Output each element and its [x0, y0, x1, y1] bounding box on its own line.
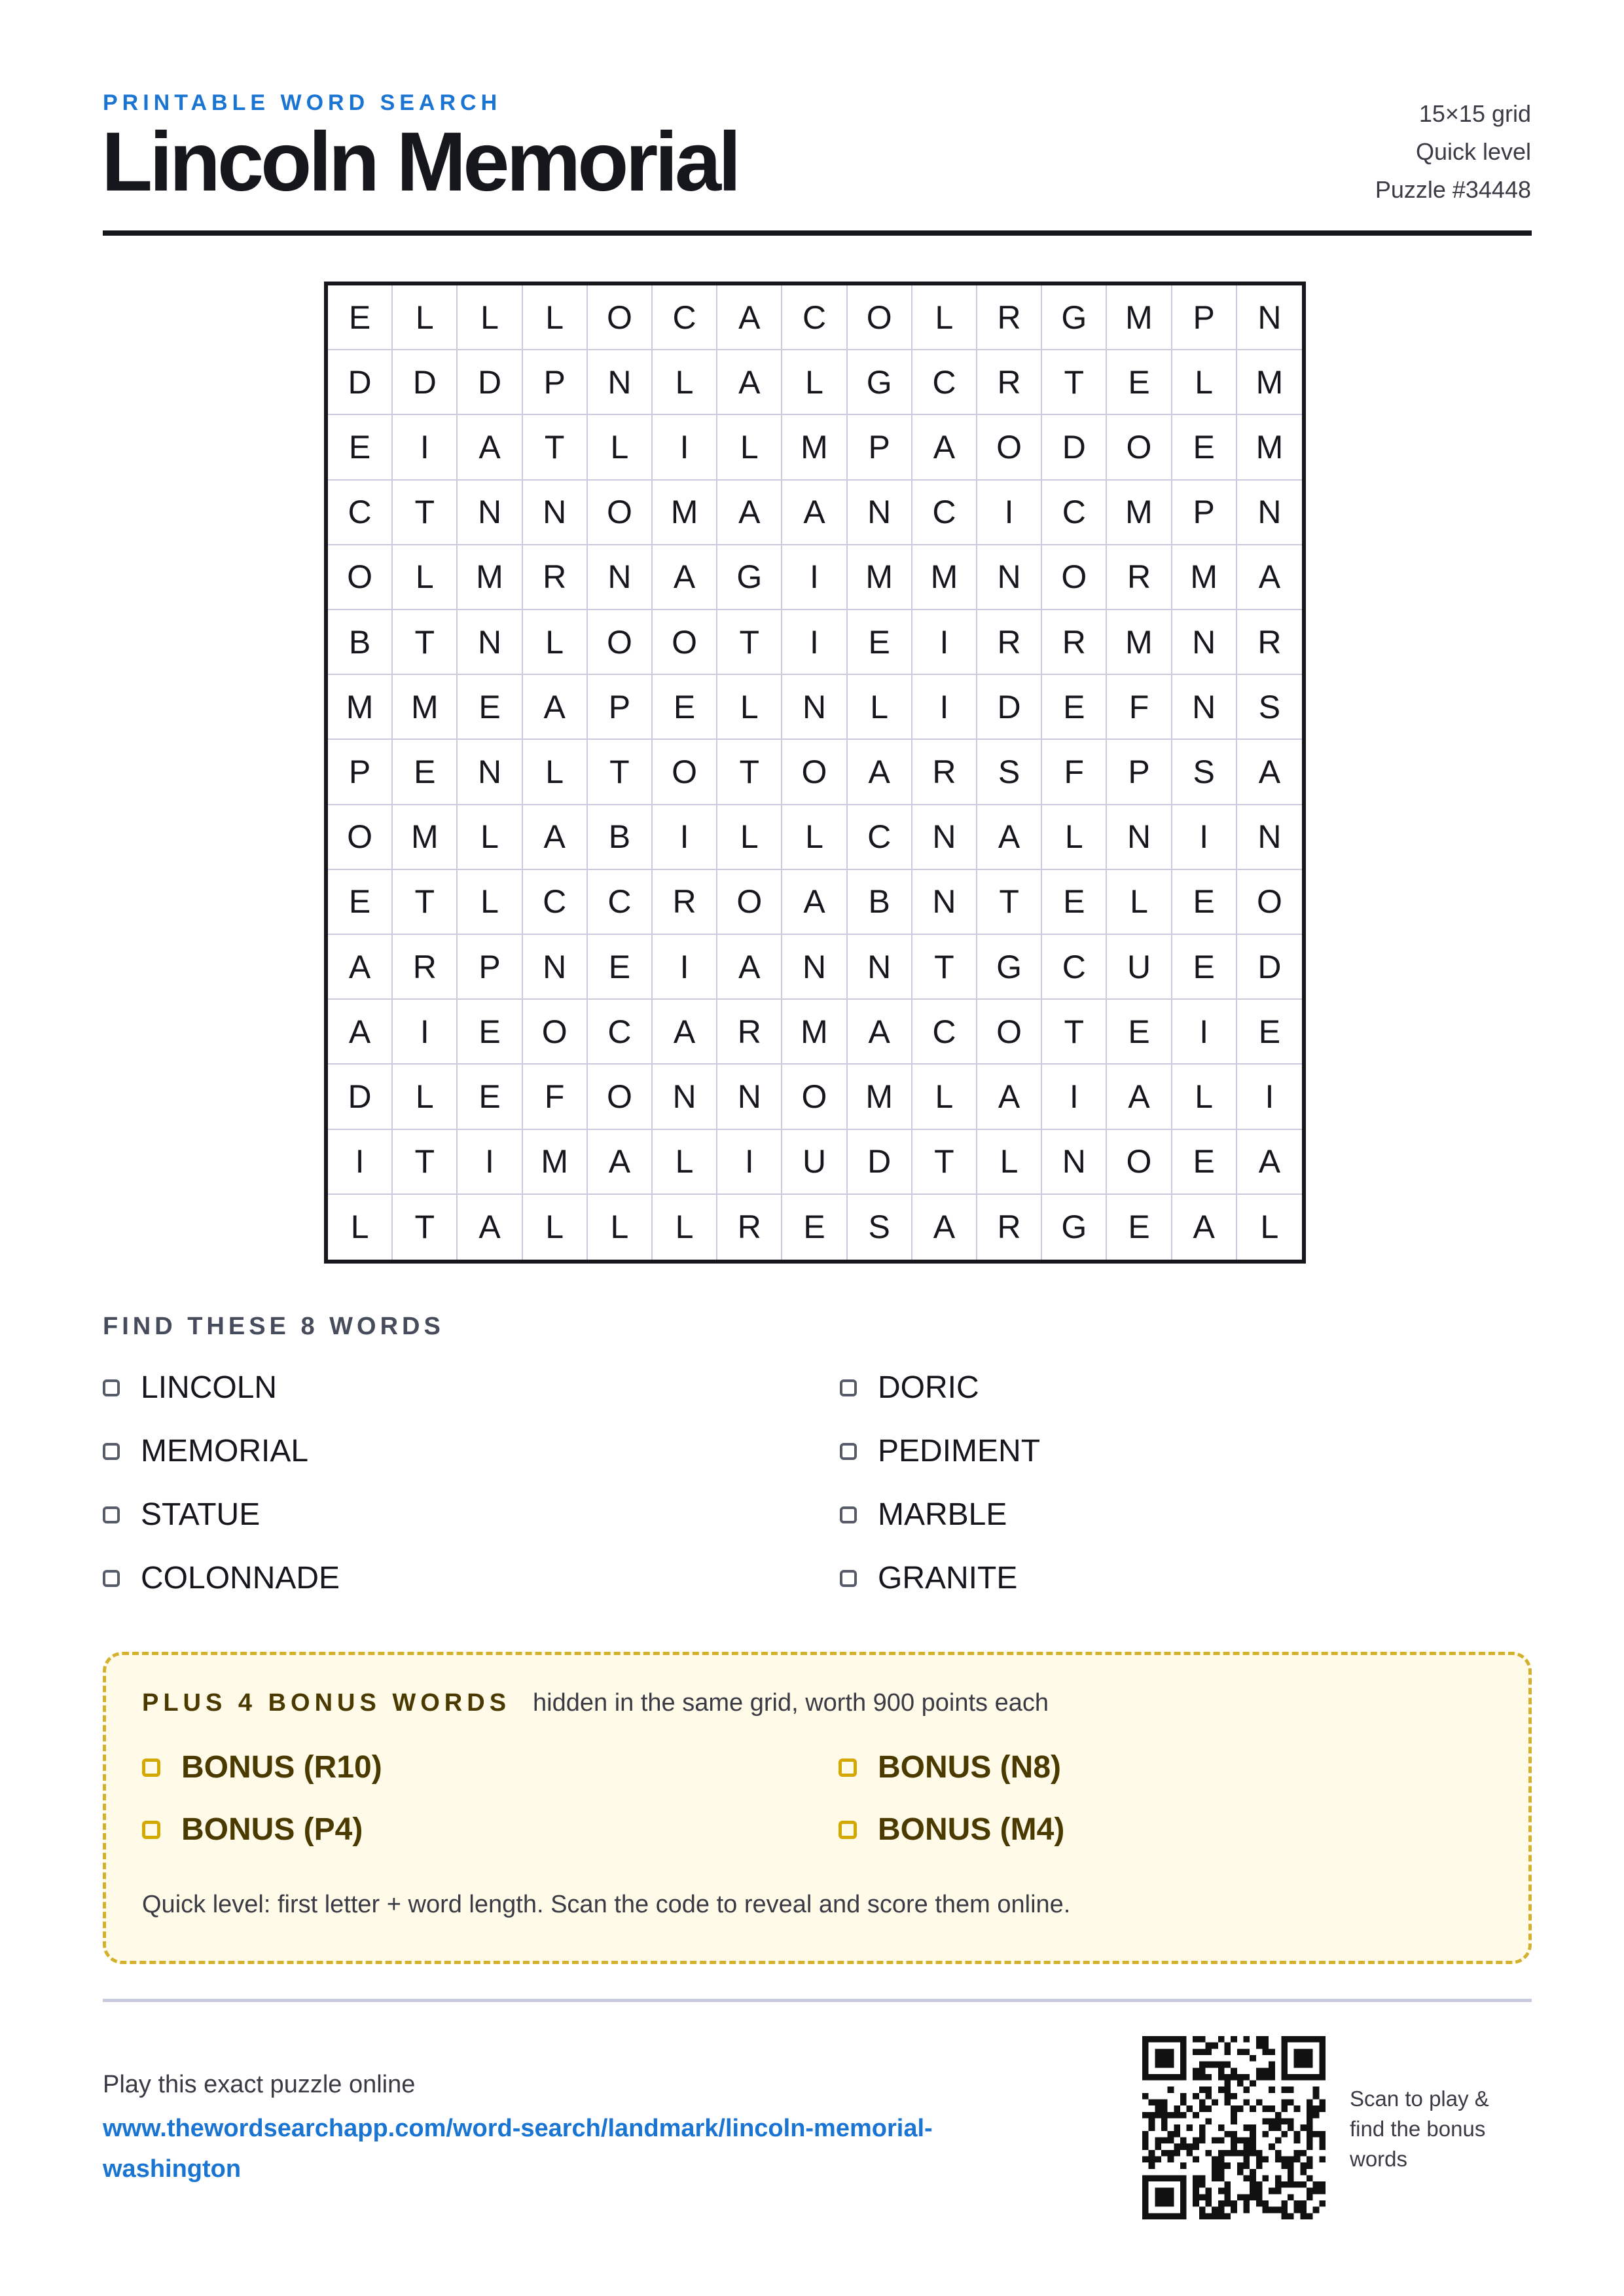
eyebrow-label: PRINTABLE WORD SEARCH: [103, 90, 502, 115]
grid-cell[interactable]: M: [1172, 545, 1237, 610]
grid-cell[interactable]: E: [653, 675, 717, 740]
grid-cell[interactable]: O: [977, 1000, 1042, 1065]
grid-cell[interactable]: O: [1107, 1130, 1172, 1195]
checkbox-icon[interactable]: [840, 1570, 857, 1587]
grid-cell[interactable]: O: [523, 1000, 588, 1065]
grid-cell[interactable]: C: [848, 805, 912, 870]
grid-cell[interactable]: T: [717, 610, 782, 675]
word-list-item[interactable]: [103, 1370, 277, 1406]
grid-cell[interactable]: A: [1237, 740, 1302, 805]
qr-caption: Scan to play & find the bonus words: [1350, 2086, 1489, 2171]
grid-cell[interactable]: M: [912, 545, 977, 610]
grid-cell[interactable]: D: [977, 675, 1042, 740]
word-label: GRANITE: [878, 1561, 1018, 1595]
checkbox-icon[interactable]: [103, 1443, 120, 1460]
grid-cell[interactable]: P: [1172, 285, 1237, 350]
grid-cell[interactable]: N: [848, 935, 912, 1000]
grid-cell[interactable]: I: [782, 545, 847, 610]
bonus-checkbox-icon[interactable]: [142, 1821, 160, 1839]
grid-cell[interactable]: E: [328, 415, 393, 480]
grid-cell[interactable]: A: [523, 675, 588, 740]
grid-cell[interactable]: E: [1042, 675, 1107, 740]
grid-cell[interactable]: E: [1172, 870, 1237, 935]
word-label: COLONNADE: [141, 1561, 340, 1595]
grid-cell[interactable]: L: [588, 1195, 653, 1260]
grid-cell[interactable]: T: [1042, 1000, 1107, 1065]
grid-cell[interactable]: M: [848, 545, 912, 610]
grid-cell[interactable]: C: [328, 481, 393, 545]
grid-cell[interactable]: L: [1172, 1065, 1237, 1129]
grid-cell[interactable]: P: [1172, 481, 1237, 545]
grid-cell[interactable]: O: [588, 1065, 653, 1129]
grid-cell[interactable]: A: [717, 481, 782, 545]
grid-cell[interactable]: A: [1237, 1130, 1302, 1195]
grid-cell[interactable]: L: [717, 415, 782, 480]
grid-cell[interactable]: E: [588, 935, 653, 1000]
grid-cell[interactable]: C: [912, 1000, 977, 1065]
grid-cell[interactable]: E: [1172, 1130, 1237, 1195]
header-divider: [103, 230, 1532, 236]
grid-cell[interactable]: E: [1107, 1195, 1172, 1260]
grid-cell[interactable]: E: [1107, 1000, 1172, 1065]
grid-cell[interactable]: B: [848, 870, 912, 935]
grid-cell[interactable]: L: [458, 285, 522, 350]
grid-cell[interactable]: P: [1107, 740, 1172, 805]
grid-cell[interactable]: M: [1107, 481, 1172, 545]
grid-cell[interactable]: N: [458, 610, 522, 675]
grid-cell[interactable]: L: [1260, 1209, 1279, 1246]
grid-cell[interactable]: C: [912, 481, 977, 545]
grid-cell[interactable]: A: [912, 1195, 977, 1260]
grid-cell[interactable]: T: [393, 610, 458, 675]
grid-cell[interactable]: M: [782, 1000, 847, 1065]
grid-cell[interactable]: E: [458, 1065, 522, 1129]
grid-cell[interactable]: E: [1172, 415, 1237, 480]
bonus-word-item[interactable]: [839, 1749, 1061, 1785]
qr-code[interactable]: [1142, 2036, 1326, 2219]
grid-cell[interactable]: E: [1172, 935, 1237, 1000]
grid-cell[interactable]: L: [328, 1195, 393, 1260]
grid-cell[interactable]: M: [1107, 610, 1172, 675]
grid-cell[interactable]: O: [588, 285, 653, 350]
grid-cell[interactable]: C: [523, 870, 588, 935]
grid-cell[interactable]: P: [588, 675, 653, 740]
grid-cell[interactable]: I: [393, 1000, 458, 1065]
grid-cell[interactable]: S: [977, 740, 1042, 805]
grid-cell[interactable]: C: [653, 285, 717, 350]
bonus-checkbox-icon[interactable]: [839, 1758, 857, 1777]
grid-cell[interactable]: N: [848, 481, 912, 545]
word-list-item[interactable]: [840, 1560, 1017, 1596]
grid-cell[interactable]: T: [912, 1130, 977, 1195]
grid-cell[interactable]: N: [458, 481, 522, 545]
grid-cell[interactable]: O: [588, 610, 653, 675]
grid-cell[interactable]: A: [588, 1130, 653, 1195]
checkbox-icon[interactable]: [840, 1506, 857, 1523]
grid-cell[interactable]: F: [1107, 675, 1172, 740]
grid-cell[interactable]: A: [458, 415, 522, 480]
word-list-item[interactable]: [103, 1560, 340, 1596]
checkbox-icon[interactable]: [103, 1570, 120, 1587]
grid-cell[interactable]: I: [653, 935, 717, 1000]
grid-cell[interactable]: T: [717, 740, 782, 805]
grid-cell[interactable]: A: [782, 870, 847, 935]
grid-cell[interactable]: A: [1107, 1065, 1172, 1129]
grid-cell[interactable]: I: [653, 805, 717, 870]
grid-cell[interactable]: P: [328, 740, 393, 805]
grid-cell[interactable]: N: [782, 935, 847, 1000]
grid-cell[interactable]: S: [848, 1195, 912, 1260]
grid-cell[interactable]: F: [1042, 740, 1107, 805]
grid-cell[interactable]: N: [912, 805, 977, 870]
grid-cell[interactable]: T: [1042, 350, 1107, 415]
grid-cell[interactable]: I: [717, 1130, 782, 1195]
grid-cell[interactable]: O: [588, 481, 653, 545]
grid-cell[interactable]: A: [977, 805, 1042, 870]
grid-cell[interactable]: G: [1042, 285, 1107, 350]
grid-cell[interactable]: A: [848, 1000, 912, 1065]
grid-cell[interactable]: L: [523, 740, 588, 805]
grid-cell[interactable]: M: [848, 1065, 912, 1129]
grid-cell[interactable]: T: [393, 1195, 458, 1260]
grid-cell[interactable]: G: [717, 545, 782, 610]
grid-cell[interactable]: I: [393, 415, 458, 480]
grid-cell[interactable]: L: [977, 1130, 1042, 1195]
grid-cell[interactable]: L: [393, 545, 458, 610]
grid-cell[interactable]: L: [1042, 805, 1107, 870]
word-list-item[interactable]: [840, 1497, 1007, 1533]
grid-cell[interactable]: A: [717, 935, 782, 1000]
grid-cell[interactable]: A: [328, 935, 393, 1000]
grid-cell[interactable]: M: [1237, 350, 1302, 415]
grid-cell[interactable]: N: [1172, 675, 1237, 740]
grid-cell[interactable]: N: [1107, 805, 1172, 870]
page-title: Lincoln Memorial: [101, 115, 738, 209]
grid-cell[interactable]: S: [1237, 675, 1302, 740]
grid-cell[interactable]: A: [782, 481, 847, 545]
grid-cell[interactable]: I: [1172, 805, 1237, 870]
grid-cell[interactable]: C: [912, 350, 977, 415]
grid-cell[interactable]: A: [653, 1000, 717, 1065]
grid-cell[interactable]: C: [588, 1000, 653, 1065]
grid-cell[interactable]: M: [1107, 285, 1172, 350]
grid-cell[interactable]: A: [977, 1065, 1042, 1129]
grid-cell[interactable]: I: [912, 675, 977, 740]
grid-cell[interactable]: L: [1107, 870, 1172, 935]
grid-cell[interactable]: B: [588, 805, 653, 870]
grid-cell[interactable]: T: [393, 870, 458, 935]
puzzle-url-link[interactable]: www.thewordsearchapp.com/word-search/landmark/lincoln-memorial-washington: [103, 2115, 933, 2183]
grid-cell[interactable]: N: [1237, 285, 1302, 350]
grid-cell[interactable]: C: [588, 870, 653, 935]
grid-cell[interactable]: M: [1237, 415, 1302, 480]
grid-cell[interactable]: E: [782, 1195, 847, 1260]
grid-cell[interactable]: M: [653, 481, 717, 545]
grid-cell[interactable]: F: [523, 1065, 588, 1129]
bonus-checkbox-icon[interactable]: [142, 1758, 160, 1777]
grid-cell[interactable]: T: [977, 870, 1042, 935]
grid-cell[interactable]: L: [717, 805, 782, 870]
grid-cell[interactable]: I: [1172, 1000, 1237, 1065]
grid-cell[interactable]: R: [1237, 610, 1302, 675]
grid-cell[interactable]: P: [458, 935, 522, 1000]
grid-cell[interactable]: O: [653, 610, 717, 675]
grid-cell[interactable]: D: [328, 350, 393, 415]
grid-cell[interactable]: D: [393, 350, 458, 415]
grid-cell[interactable]: R: [717, 1195, 782, 1260]
grid-cell[interactable]: L: [653, 1195, 717, 1260]
grid-cell[interactable]: U: [782, 1130, 847, 1195]
grid-cell[interactable]: A: [523, 805, 588, 870]
grid-cell[interactable]: N: [782, 675, 847, 740]
grid-cell[interactable]: D: [848, 1130, 912, 1195]
grid-cell[interactable]: I: [653, 415, 717, 480]
puzzle-id-text: Puzzle #34448: [1375, 176, 1531, 203]
puzzle-meta: [1375, 95, 1531, 209]
grid-cell[interactable]: E: [458, 1000, 522, 1065]
grid-cell[interactable]: C: [1042, 481, 1107, 545]
grid-cell[interactable]: O: [782, 1065, 847, 1129]
grid-cell[interactable]: N: [912, 870, 977, 935]
grid-cell[interactable]: N: [523, 481, 588, 545]
grid-cell[interactable]: R: [653, 870, 717, 935]
grid-cell[interactable]: T: [588, 740, 653, 805]
grid-cell[interactable]: L: [393, 285, 458, 350]
grid-cell[interactable]: M: [393, 675, 458, 740]
grid-cell[interactable]: I: [912, 610, 977, 675]
grid-cell[interactable]: N: [588, 350, 653, 415]
grid-cell[interactable]: T: [393, 1130, 458, 1195]
grid-cell[interactable]: O: [717, 870, 782, 935]
grid-cell[interactable]: O: [977, 415, 1042, 480]
grid-cell[interactable]: O: [328, 545, 393, 610]
grid-cell[interactable]: L: [1172, 350, 1237, 415]
grid-cell[interactable]: O: [848, 285, 912, 350]
grid-cell[interactable]: N: [458, 740, 522, 805]
grid-cell[interactable]: E: [1042, 870, 1107, 935]
grid-cell[interactable]: R: [912, 740, 977, 805]
grid-cell[interactable]: L: [588, 415, 653, 480]
grid-cell[interactable]: O: [1237, 870, 1302, 935]
grid-cell[interactable]: O: [1107, 415, 1172, 480]
word-list-item[interactable]: [103, 1497, 260, 1533]
grid-cell[interactable]: N: [1172, 610, 1237, 675]
grid-cell[interactable]: I: [782, 610, 847, 675]
word-list-item[interactable]: [840, 1370, 979, 1406]
grid-cell[interactable]: E: [328, 870, 393, 935]
word-list-item[interactable]: [840, 1433, 1040, 1469]
grid-cell[interactable]: M: [523, 1130, 588, 1195]
checkbox-icon[interactable]: [103, 1506, 120, 1523]
grid-cell[interactable]: I: [977, 481, 1042, 545]
grid-cell[interactable]: E: [848, 610, 912, 675]
grid-cell[interactable]: I: [1237, 1065, 1302, 1129]
checkbox-icon[interactable]: [840, 1443, 857, 1460]
grid-cell[interactable]: C: [1042, 935, 1107, 1000]
bonus-note: Quick level: first letter + word length. Scan the code to reveal and score them online.: [142, 1891, 1071, 1918]
word-list-item[interactable]: [103, 1433, 308, 1469]
grid-cell[interactable]: N: [1237, 805, 1302, 870]
grid-cell[interactable]: A: [717, 285, 782, 350]
grid-cell[interactable]: P: [848, 415, 912, 480]
grid-cell[interactable]: R: [977, 285, 1042, 350]
grid-cell[interactable]: D: [1042, 415, 1107, 480]
bonus-checkbox-icon[interactable]: [839, 1821, 857, 1839]
grid-cell[interactable]: C: [782, 285, 847, 350]
grid-cell[interactable]: O: [653, 740, 717, 805]
grid-cell[interactable]: G: [848, 350, 912, 415]
word-label: MARBLE: [878, 1497, 1007, 1532]
bonus-word-label: BONUS (N8): [878, 1750, 1062, 1785]
word-list-heading: FIND THESE 8 WORDS: [103, 1313, 444, 1340]
word-label: LINCOLN: [141, 1370, 278, 1405]
grid-cell[interactable]: R: [977, 610, 1042, 675]
checkbox-icon[interactable]: [840, 1379, 857, 1396]
bonus-header: [142, 1689, 1049, 1717]
grid-cell[interactable]: N: [523, 935, 588, 1000]
grid-cell[interactable]: E: [328, 285, 393, 350]
grid-cell[interactable]: N: [1237, 481, 1302, 545]
grid-cell[interactable]: E: [1107, 350, 1172, 415]
grid-cell[interactable]: O: [1042, 545, 1107, 610]
grid-cell[interactable]: I: [1042, 1065, 1107, 1129]
grid-cell[interactable]: E: [1237, 1000, 1302, 1065]
grid-cell[interactable]: R: [523, 545, 588, 610]
grid-cell[interactable]: N: [1042, 1130, 1107, 1195]
grid-cell[interactable]: A: [1237, 545, 1302, 610]
grid-cell[interactable]: L: [782, 350, 847, 415]
grid-cell[interactable]: O: [782, 740, 847, 805]
grid-cell[interactable]: G: [977, 935, 1042, 1000]
grid-cell[interactable]: N: [588, 545, 653, 610]
grid-cell[interactable]: A: [653, 545, 717, 610]
grid-cell[interactable]: G: [1042, 1195, 1107, 1260]
grid-cell[interactable]: M: [782, 415, 847, 480]
grid-cell[interactable]: L: [848, 675, 912, 740]
grid-cell[interactable]: L: [912, 1065, 977, 1129]
grid-cell[interactable]: A: [848, 740, 912, 805]
grid-cell[interactable]: L: [782, 805, 847, 870]
grid-cell[interactable]: I: [458, 1130, 522, 1195]
play-online-text: Play this exact puzzle online: [103, 2071, 416, 2098]
grid-cell[interactable]: I: [328, 1130, 393, 1195]
bonus-word-label: BONUS (P4): [181, 1812, 363, 1847]
grid-cell[interactable]: D: [1237, 935, 1302, 1000]
bonus-word-item[interactable]: [142, 1812, 363, 1848]
word-label: MEMORIAL: [141, 1434, 309, 1468]
bonus-subtitle: hidden in the same grid, worth 900 points each: [533, 1689, 1049, 1717]
grid-cell[interactable]: R: [977, 1195, 1042, 1260]
grid-cell[interactable]: R: [1107, 545, 1172, 610]
grid-cell[interactable]: M: [393, 805, 458, 870]
grid-cell[interactable]: A: [717, 350, 782, 415]
grid-cell[interactable]: L: [523, 1195, 588, 1260]
grid-cell[interactable]: M: [458, 545, 522, 610]
grid-cell[interactable]: U: [1107, 935, 1172, 1000]
bonus-title: PLUS 4 BONUS WORDS: [142, 1689, 511, 1717]
grid-cell[interactable]: M: [328, 675, 393, 740]
grid-cell[interactable]: L: [523, 285, 588, 350]
footer-divider: [103, 1999, 1532, 2002]
word-label: DORIC: [878, 1370, 979, 1405]
grid-cell[interactable]: R: [717, 1000, 782, 1065]
grid-cell[interactable]: O: [328, 805, 393, 870]
grid-cell[interactable]: T: [393, 481, 458, 545]
grid-cell[interactable]: L: [912, 285, 977, 350]
grid-cell[interactable]: L: [523, 610, 588, 675]
grid-cell[interactable]: D: [328, 1065, 393, 1129]
bonus-word-label: BONUS (M4): [878, 1812, 1065, 1847]
letter-grid: [324, 282, 1306, 1264]
grid-cell[interactable]: N: [653, 1065, 717, 1129]
level-text: Quick level: [1415, 138, 1531, 165]
grid-cell[interactable]: N: [977, 545, 1042, 610]
grid-cell[interactable]: N: [717, 1065, 782, 1129]
grid-cell[interactable]: B: [328, 610, 393, 675]
grid-cell[interactable]: E: [393, 740, 458, 805]
word-label: PEDIMENT: [878, 1434, 1041, 1468]
grid-cell[interactable]: S: [1172, 740, 1237, 805]
grid-cell[interactable]: T: [523, 415, 588, 480]
bonus-word-label: BONUS (R10): [181, 1750, 382, 1785]
grid-cell[interactable]: A: [458, 1195, 522, 1260]
grid-cell[interactable]: E: [458, 675, 522, 740]
grid-cell[interactable]: R: [977, 350, 1042, 415]
bonus-word-item[interactable]: [839, 1812, 1064, 1848]
grid-cell[interactable]: R: [1042, 610, 1107, 675]
word-label: STATUE: [141, 1497, 261, 1532]
grid-size-text: 15×15 grid: [1418, 100, 1531, 127]
grid-cell[interactable]: P: [523, 350, 588, 415]
grid-cell[interactable]: L: [458, 870, 522, 935]
checkbox-icon[interactable]: [103, 1379, 120, 1396]
grid-cell[interactable]: A: [1172, 1195, 1237, 1260]
bonus-word-item[interactable]: [142, 1749, 382, 1785]
grid-cell[interactable]: L: [653, 350, 717, 415]
grid-cell[interactable]: R: [393, 935, 458, 1000]
grid-cell[interactable]: T: [912, 935, 977, 1000]
grid-cell[interactable]: A: [328, 1000, 393, 1065]
grid-cell[interactable]: L: [653, 1130, 717, 1195]
grid-cell[interactable]: L: [458, 805, 522, 870]
grid-cell[interactable]: L: [717, 675, 782, 740]
grid-cell[interactable]: A: [912, 415, 977, 480]
grid-cell[interactable]: L: [393, 1065, 458, 1129]
grid-cell[interactable]: D: [458, 350, 522, 415]
